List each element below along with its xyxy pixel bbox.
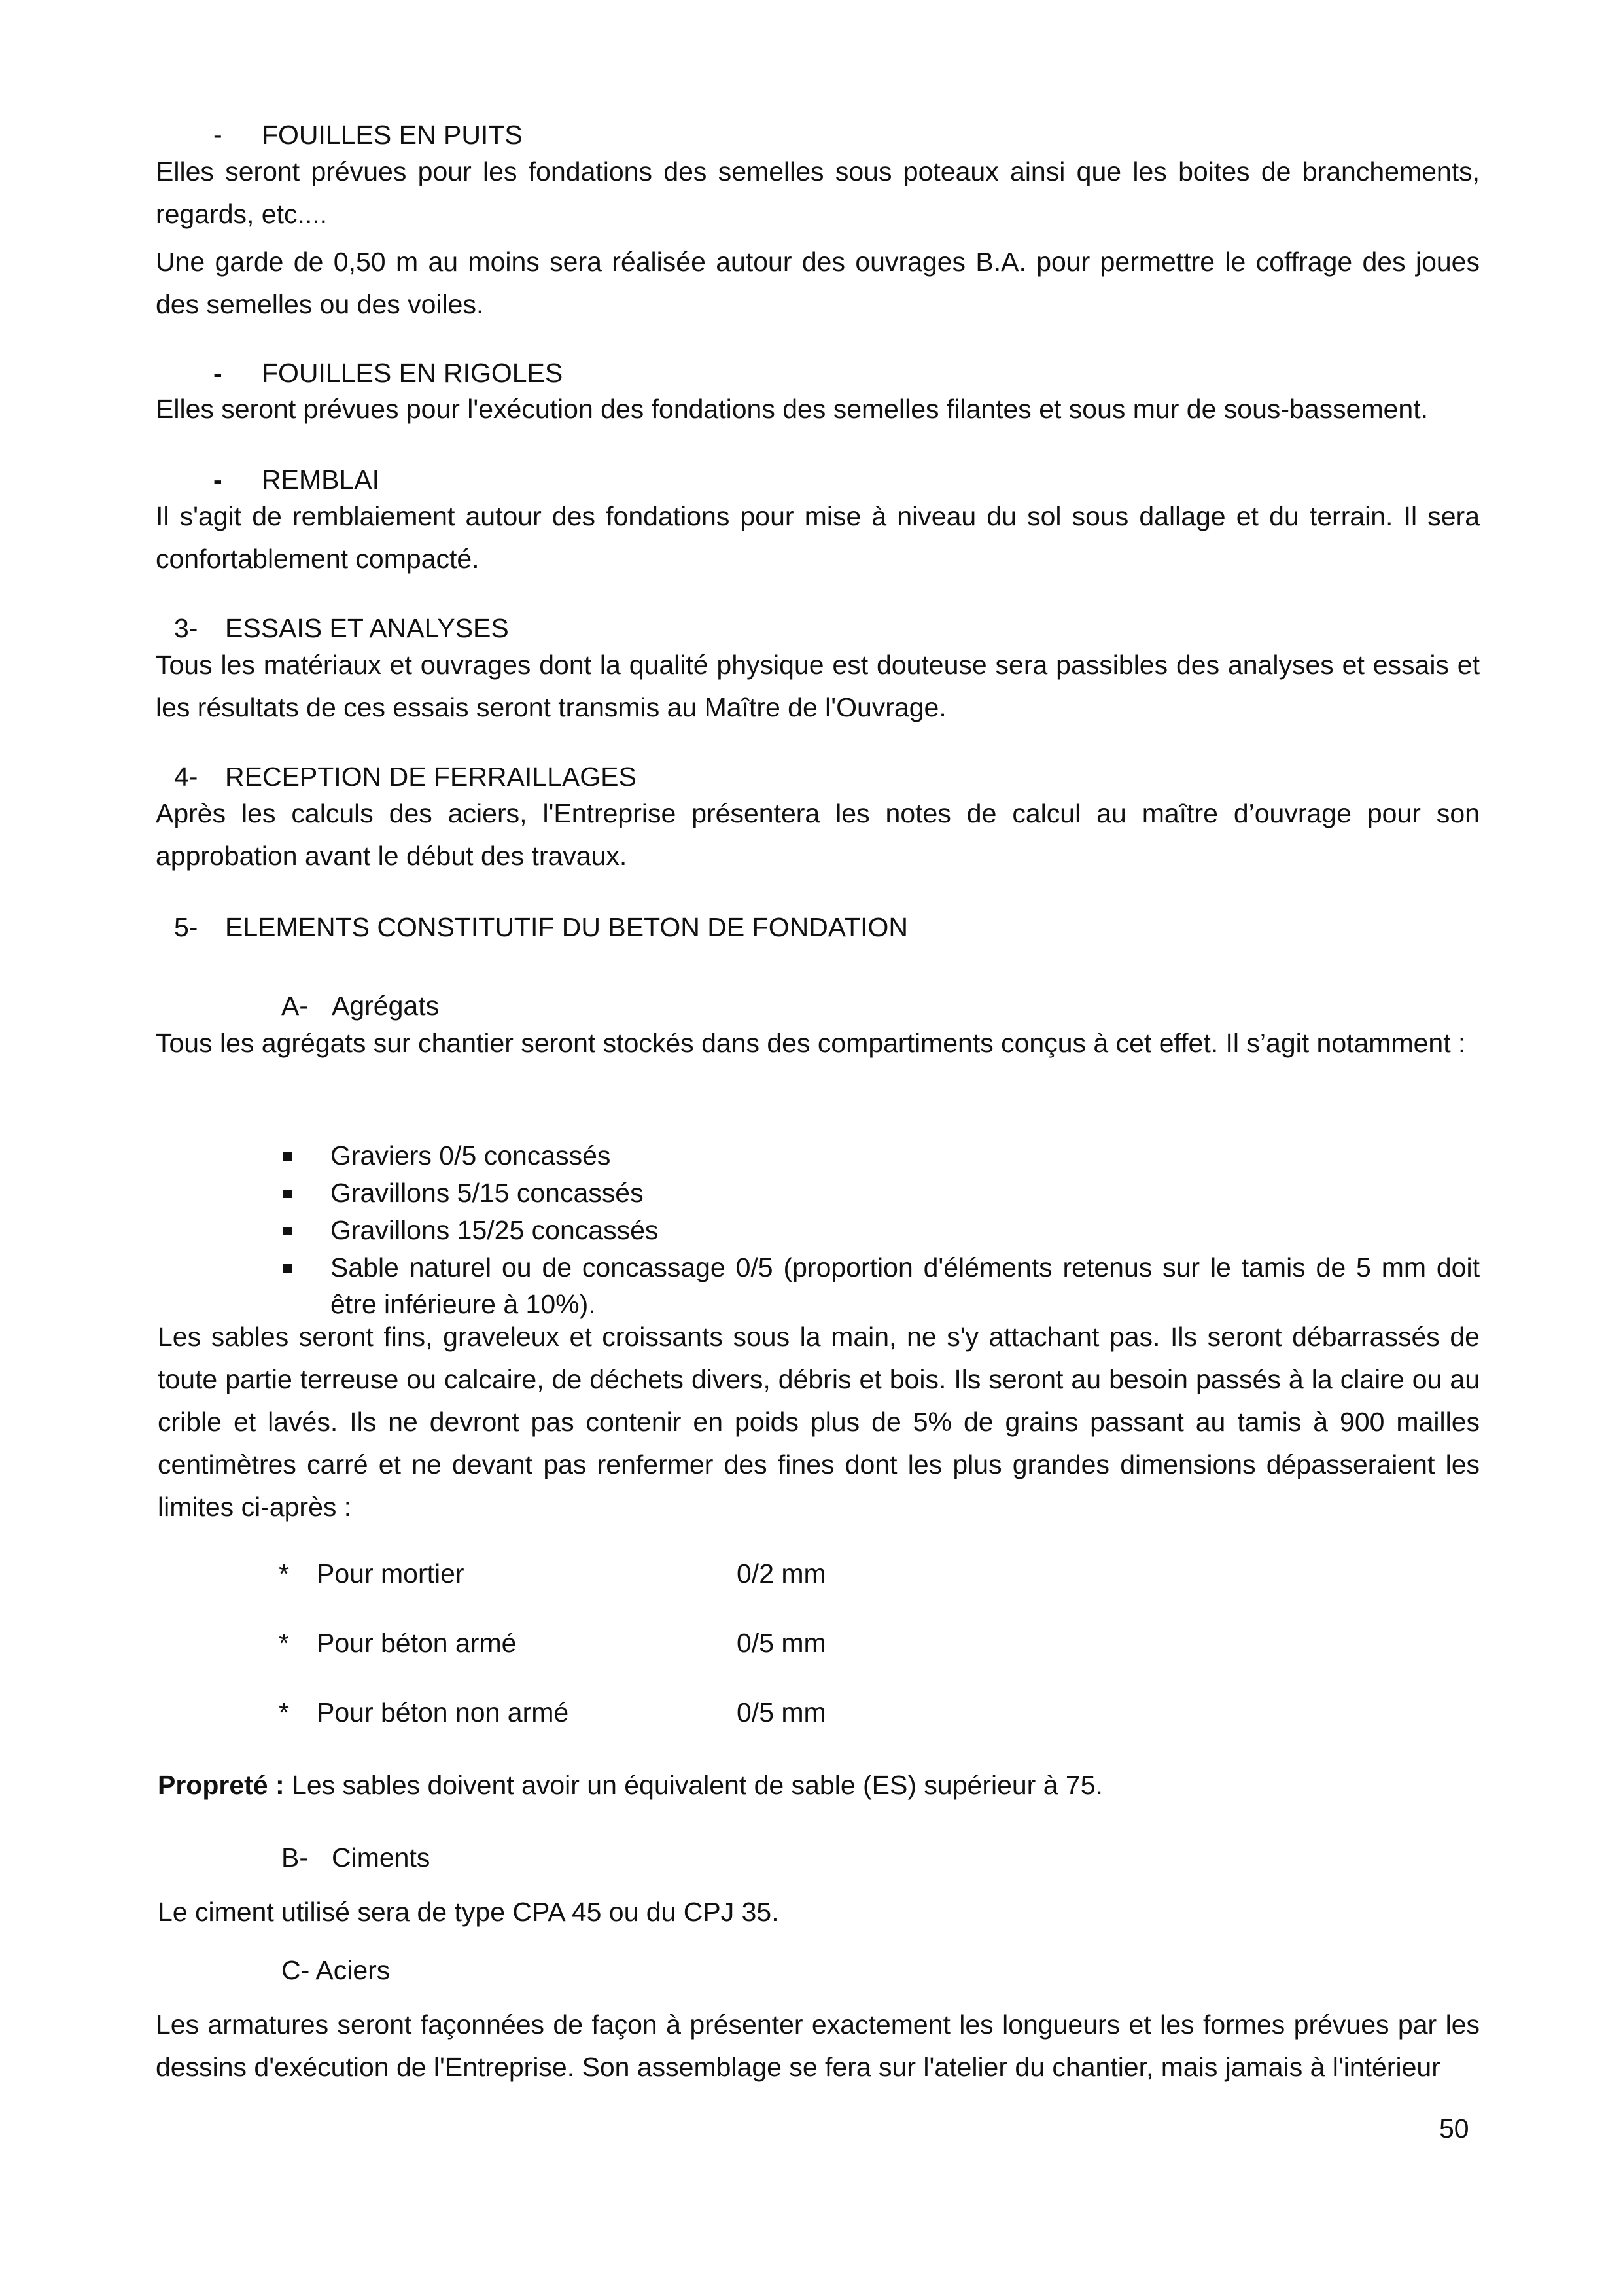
paragraph-sables: Les sables seront fins, graveleux et croissants sous la main, ne s'y attachant pas. Ils seront débarrassés de toute partie terreuse ou calcaire, de déchets divers, débris et bois. Ils seront au besoin passés à la claire ou au crible et lavés. Ils ne devront pas contenir en poids plus de 5% de grains passant au tamis à 900 mailles centimètres carré et ne devant pas renfermer des fines dont les plus grandes dimensions dépasseraient les limites ci-après : (158, 1322, 1480, 1522)
subsection-letter: A- (281, 991, 308, 1021)
proprete-label: Propreté : (158, 1770, 285, 1800)
heading-text: FOUILLES EN RIGOLES (262, 358, 563, 388)
heading-remblai (213, 463, 379, 496)
subsection-letter: B- (281, 1843, 308, 1873)
paragraph-fouilles-puits-1: Elles seront prévues pour les fondations des semelles sous poteaux ainsi que les boites de branchements, regards, etc.... (156, 156, 1480, 229)
dash-marker: - (213, 465, 222, 495)
limit-value: 0/5 mm (737, 1628, 826, 1658)
paragraph-fouilles-rigoles: Elles seront prévues pour l'exécution des fondations des semelles filantes et sous mur de sous-bassement. (156, 394, 1428, 424)
proprete-line (158, 1769, 1103, 1801)
square-bullet-icon (283, 1190, 292, 1198)
page-number: 50 (1439, 2113, 1469, 2144)
heading-text: Ciments (332, 1843, 430, 1873)
heading-ciments (281, 1841, 430, 1874)
star-marker: * (279, 1628, 289, 1658)
heading-essais (174, 612, 509, 645)
aggregate-list (330, 1137, 1480, 1322)
section-number: 3- (174, 613, 198, 643)
heading-fouilles-rigoles (213, 357, 563, 389)
paragraph-fouilles-puits-2: Une garde de 0,50 m au moins sera réalisée autour des ouvrages B.A. pour permettre le coffrage des joues des semelles ou des voiles. (156, 247, 1480, 319)
heading-text: REMBLAI (262, 465, 379, 495)
heading-aciers: C- Aciers (281, 1955, 391, 1985)
heading-elements (174, 911, 909, 944)
heading-text: FOUILLES EN PUITS (262, 120, 523, 150)
section-number: 4- (174, 762, 198, 792)
heading-text: RECEPTION DE FERRAILLAGES (225, 762, 637, 792)
list-item: Sable naturel ou de concassage 0/5 (proportion d'éléments retenus sur le tamis de 5 mm doit être inférieure à 10%). (330, 1249, 1480, 1322)
paragraph-aciers: Les armatures seront façonnées de façon à présenter exactement les longueurs et les formes prévues par les dessins d'exécution de l'Entreprise. Son assemblage se fera sur l'atelier du chantier, mais jamais à l'intérieur (156, 2009, 1480, 2082)
star-marker: * (279, 1559, 289, 1589)
limit-value: 0/5 mm (737, 1697, 826, 1727)
list-item: Graviers 0/5 concassés (330, 1137, 1480, 1174)
heading-fouilles-puits (213, 118, 523, 151)
limit-label: Pour béton non armé (317, 1697, 569, 1727)
limit-value: 0/2 mm (737, 1559, 826, 1589)
list-item: Gravillons 5/15 concassés (330, 1174, 1480, 1212)
section-number: 5- (174, 912, 198, 942)
limit-label: Pour béton armé (317, 1628, 517, 1658)
star-marker: * (279, 1697, 289, 1727)
proprete-text: Les sables doivent avoir un équivalent de sable (ES) supérieur à 75. (284, 1770, 1103, 1800)
heading-agregats (281, 989, 440, 1022)
limit-label: Pour mortier (317, 1559, 464, 1589)
paragraph-agregats-intro: Tous les agrégats sur chantier seront stockés dans des compartiments conçus à cet effet. Il s’agit notamment : (156, 1028, 1466, 1058)
heading-text: Agrégats (332, 991, 440, 1021)
dash-marker: - (213, 358, 222, 388)
heading-reception (174, 760, 637, 793)
heading-text: ESSAIS ET ANALYSES (225, 613, 509, 643)
square-bullet-icon (283, 1152, 292, 1161)
list-item: Gravillons 15/25 concassés (330, 1212, 1480, 1249)
paragraph-ciments: Le ciment utilisé sera de type CPA 45 ou du CPJ 35. (158, 1897, 779, 1927)
paragraph-remblai: Il s'agit de remblaiement autour des fondations pour mise à niveau du sol sous dallage et du terrain. Il sera confortablement compacté. (156, 501, 1480, 574)
square-bullet-icon (283, 1264, 292, 1273)
paragraph-reception: Après les calculs des aciers, l'Entreprise présentera les notes de calcul au maître d’ouvrage pour son approbation avant le début des travaux. (156, 798, 1480, 871)
heading-text: ELEMENTS CONSTITUTIF DU BETON DE FONDATION (225, 912, 909, 942)
square-bullet-icon (283, 1227, 292, 1235)
paragraph-essais: Tous les matériaux et ouvrages dont la qualité physique est douteuse sera passibles des analyses et essais et les résultats de ces essais seront transmis au Maître de l'Ouvrage. (156, 650, 1480, 722)
dash-marker: - (213, 120, 222, 150)
